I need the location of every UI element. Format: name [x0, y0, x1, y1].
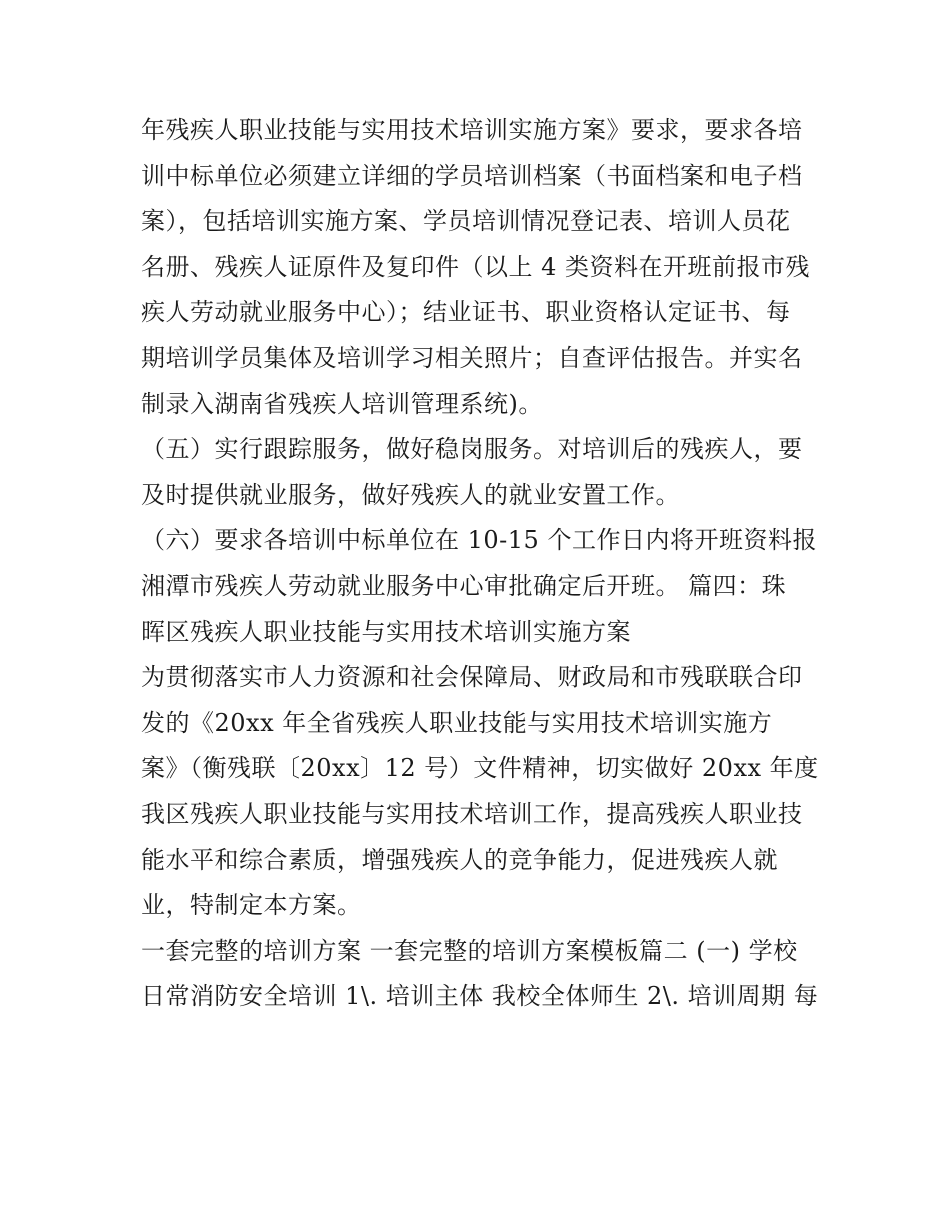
- text-line: 名册、残疾人证原件及复印件（以上 4 类资料在开班前报市残: [141, 252, 811, 281]
- text-line: 一套完整的培训方案 一套完整的培训方案模板篇二 (一) 学校: [141, 936, 798, 965]
- text-line: 期培训学员集体及培训学习相关照片；自查评估报告。并实名: [141, 343, 803, 372]
- text-line: 为贯彻落实市人力资源和社会保障局、财政局和市残联联合印: [141, 663, 803, 692]
- text-line: 我区残疾人职业技能与实用技术培训工作，提高残疾人职业技: [141, 799, 803, 828]
- text-line: （六）要求各培训中标单位在 10-15 个工作日内将开班资料报: [141, 526, 817, 555]
- text-line: 晖区残疾人职业技能与实用技术培训实施方案: [141, 617, 631, 646]
- text-line: 及时提供就业服务，做好残疾人的就业安置工作。: [141, 480, 680, 509]
- text-line: 案》（衡残联〔20xx〕12 号）文件精神，切实做好 20xx 年度: [141, 754, 819, 783]
- text-line: 年残疾人职业技能与实用技术培训实施方案》要求，要求各培: [141, 116, 803, 144]
- text-line: 制录入湖南省残疾人培训管理系统)。: [141, 389, 543, 418]
- document-body: [141, 108, 821, 1020]
- text-line: （五）实行跟踪服务，做好稳岗服务。对培训后的残疾人，要: [141, 435, 803, 464]
- text-line: 日常消防安全培训 1\. 培训主体 我校全体师生 2\. 培训周期 每: [141, 982, 819, 1011]
- text-line: 案），包括培训实施方案、学员培训情况登记表、培训人员花: [141, 207, 791, 236]
- text-line: 训中标单位必须建立详细的学员培训档案（书面档案和电子档: [141, 161, 803, 190]
- text-line: 疾人劳动就业服务中心）；结业证书、职业资格认定证书、每: [141, 298, 791, 327]
- text-line: 发的《20xx 年全省残疾人职业技能与实用技术培训实施方: [141, 708, 773, 737]
- text-line: 湘潭市残疾人劳动就业服务中心审批确定后开班。 篇四：珠: [141, 571, 787, 600]
- text-line: 能水平和综合素质，增强残疾人的竞争能力，促进残疾人就: [141, 845, 778, 874]
- text-line: 业，特制定本方案。: [141, 891, 362, 920]
